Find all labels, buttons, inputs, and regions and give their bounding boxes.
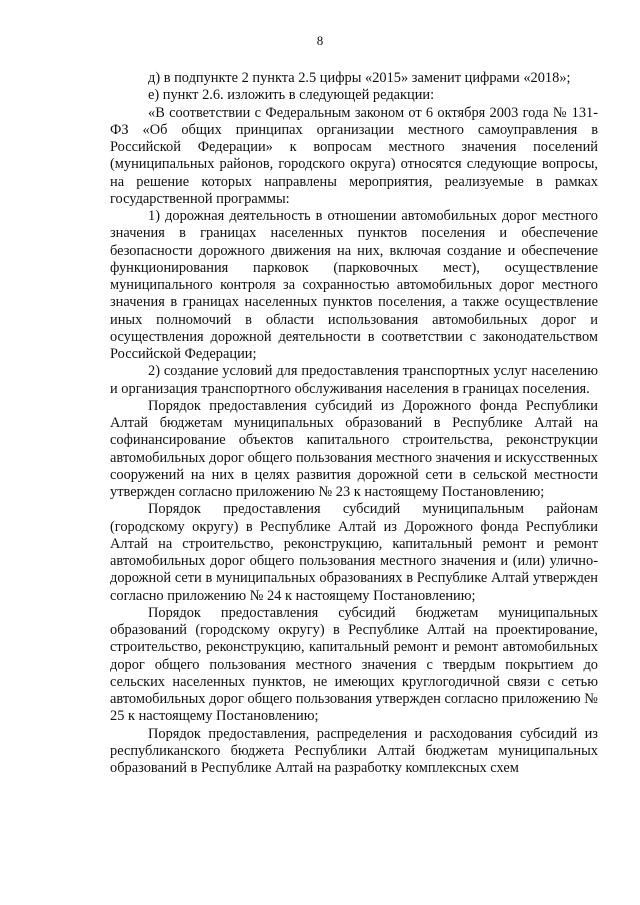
paragraph-item-1-road-activity: 1) дорожная деятельность в отношении автомобильных дорог местного значения в границах населенных пунктов поселения и обеспечение безопасности дорожного движения на них, включая создание и обеспечение функционирования парковок (парковочных мест), осуществление муниципального контроля за сохранностью автомобильных дорог местного значения в границах населенных пунктов поселения, а также осуществление иных полномочий в области использования автомобильных дорог и осуществления дорожной деятельности в соответствии с законодательством Российской Федерации;: [110, 208, 598, 362]
paragraph-order-complex-schemes: Порядок предоставления, распределения и расходования субсидий из республиканского бюджета Республики Алтай бюджетам муниципальных образований в Республике Алтай на разработку комплексных схем: [110, 725, 598, 776]
paragraph-item-2-transport: 2) создание условий для предоставления транспортных услуг населению и организация транспортного обслуживания населения в границах поселения.: [110, 363, 598, 397]
paragraph-order-appendix-24: Порядок предоставления субсидий муниципальным районам (городскому округу) в Республике Алтай из Дорожного фонда Республики Алтай на строительство, реконструкцию, капитальный ремонт и ремонт автомобильных дорог общего пользования местного значения и (или) улично-дорожной сети в муниципальных образованиях в Республике Алтай утвержден согласно приложению № 24 к настоящему Постановлению;: [110, 501, 598, 604]
paragraph-amendment-e: е) пункт 2.6. изложить в следующей редакции:: [148, 87, 435, 104]
paragraph-order-appendix-25: Порядок предоставления субсидий бюджетам муниципальных образований (городскому округу) в Республике Алтай на проектирование, строительство, реконструкцию, капитальный ремонт и ремонт автомобильных дорог общего пользования местного значения с твердым покрытием до сельских населенных пунктов, не имеющих круглогодичной связи с сетью автомобильных дорог общего пользования утвержден согласно приложению № 25 к настоящему Постановлению;: [110, 604, 598, 725]
document-body: [110, 70, 598, 777]
paragraph-order-appendix-23: Порядок предоставления субсидий из Дорожного фонда Республики Алтай бюджетам муниципальных образований в Республике Алтай на софинансирование объектов капитального строительства, реконструкции автомобильных дорог общего пользования местного значения и искусственных сооружений на них в целях развития дорожной сети в сельской местности утвержден согласно приложению № 23 к настоящему Постановлению;: [110, 397, 598, 500]
paragraph-amendment-d: д) в подпункте 2 пункта 2.5 цифры «2015» заменит цифрами «2018»;: [148, 70, 571, 86]
paragraph-federal-law: «В соответствии с Федеральным законом от 6 октября 2003 года № 131-ФЗ «Об общих принципах организации местного самоуправления в Российской Федерации» к вопросам местного значения поселений (муниципальных районов, городского округа) относятся следующие вопросы, на решение которых направлены мероприятия, реализуемые в рамках государственной программы:: [110, 104, 598, 207]
page-number: 8: [316, 33, 324, 48]
